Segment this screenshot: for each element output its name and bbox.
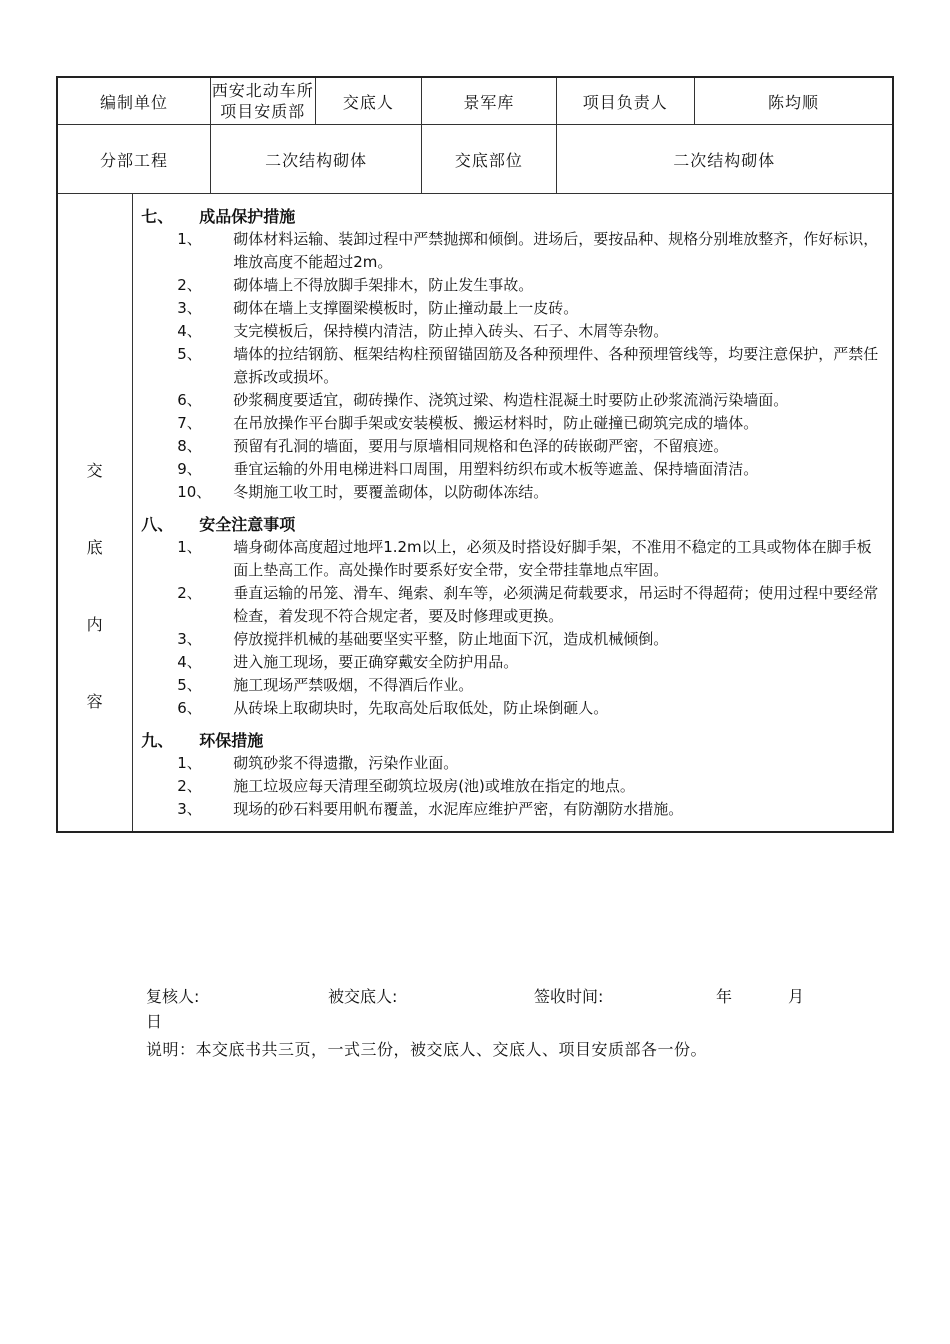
unit-value-line1: 西安北动车所: [211, 81, 314, 100]
item-text: 砌体在墙上支撑圈梁模板时，防止撞动最上一皮砖。: [233, 299, 579, 317]
item-text: 现场的砂石料要用帆布覆盖，水泥库应维护严密，有防潮防水措施。: [233, 800, 684, 818]
item-number: 4、: [177, 653, 202, 671]
item-text: 进入施工现场，要正确穿戴安全防护用品。: [233, 653, 519, 671]
item-number: 6、: [177, 699, 202, 717]
item-number: 5、: [177, 345, 202, 363]
list-item: [141, 674, 886, 697]
item-number: 2、: [177, 584, 202, 602]
item-number: 3、: [177, 630, 202, 648]
location-label: 交底部位: [422, 125, 556, 194]
section-title: [141, 514, 886, 536]
footer-note: 说明：本交底书共三页，一式三份，被交底人、交底人、项目安质部各一份。: [146, 1040, 708, 1059]
item-number: 1、: [177, 538, 202, 556]
list-item: [141, 274, 886, 297]
list-item: [141, 228, 886, 274]
content-row: [57, 194, 893, 833]
item-text: 停放搅拌机械的基础要坚实平整，防止地面下沉，造成机械倾倒。: [233, 630, 669, 648]
subproject-value: 二次结构砌体: [211, 125, 422, 194]
item-text: 施工垃圾应每天清理至砌筑垃圾房(池)或堆放在指定的地点。: [233, 777, 635, 795]
side-char: 容: [86, 692, 104, 711]
item-number: 1、: [177, 230, 202, 248]
list-item: [141, 775, 886, 798]
sign-time-label: 签收时间:: [534, 987, 604, 1006]
unit-value-line2: 项目安质部: [220, 102, 306, 121]
list-item: [141, 297, 886, 320]
item-text: 垂宜运输的外用电梯进料口周围，用塑料纺织布或木板等遮盖、保持墙面清洁。: [233, 460, 759, 478]
item-number: 6、: [177, 391, 202, 409]
section-number: 九、: [141, 731, 174, 750]
item-text: 支完模板后，保持模内清洁，防止掉入砖头、石子、木屑等杂物。: [233, 322, 669, 340]
day-label: 日: [146, 1012, 163, 1031]
manager-label: 项目负责人: [556, 77, 695, 125]
content-body: [133, 194, 893, 833]
item-number: 8、: [177, 437, 202, 455]
list-item: [141, 481, 886, 504]
year-label: 年: [716, 987, 733, 1006]
item-number: 1、: [177, 754, 202, 772]
list-item: [141, 458, 886, 481]
item-text: 砌体材料运输、装卸过程中严禁抛掷和倾倒。进场后，要按品种、规格分别堆放整齐，作好标识，堆放高度不能超过2m。: [233, 230, 879, 271]
list-item: [141, 536, 886, 582]
disclosure-table: [56, 76, 894, 833]
list-item: [141, 412, 886, 435]
section-title: [141, 730, 886, 752]
list-item: [141, 752, 886, 775]
item-number: 10、: [177, 483, 212, 501]
section-block: [141, 206, 886, 504]
reviewer-label: 复核人:: [146, 987, 200, 1006]
subproject-label: 分部工程: [57, 125, 211, 194]
section-number: 七、: [141, 207, 174, 226]
item-text: 墙身砌体高度超过地坪1.2m以上，必须及时搭设好脚手架，不准用不稳定的工具或物体在脚手板面上垫高工作。高处操作时要系好安全带，安全带挂靠地点牢固。: [233, 538, 872, 579]
section-title-text: 安全注意事项: [199, 515, 296, 534]
month-label: 月: [788, 987, 805, 1006]
list-item: [141, 582, 886, 628]
item-number: 5、: [177, 676, 202, 694]
presenter-label: 交底人: [315, 77, 422, 125]
list-item: [141, 697, 886, 720]
header-row-2: [57, 125, 893, 194]
item-number: 2、: [177, 276, 202, 294]
section-block: [141, 730, 886, 821]
item-number: 2、: [177, 777, 202, 795]
item-text: 从砖垛上取砌块时，先取高处后取低处，防止垛倒砸人。: [233, 699, 609, 717]
section-block: [141, 514, 886, 720]
unit-label: 编制单位: [57, 77, 211, 125]
location-value: 二次结构砌体: [556, 125, 893, 194]
item-text: 冬期施工收工时，要覆盖砌体，以防砌体冻结。: [233, 483, 549, 501]
item-number: 4、: [177, 322, 202, 340]
item-text: 砌筑砂浆不得遗撒，污染作业面。: [233, 754, 459, 772]
list-item: [141, 435, 886, 458]
manager-value: 陈均顺: [695, 77, 893, 125]
list-item: [141, 628, 886, 651]
item-text: 墙体的拉结钢筋、框架结构柱预留锚固筋及各种预埋件、各种预埋管线等，均要注意保护，严禁任意拆改或损坏。: [233, 345, 879, 386]
side-char: 内: [86, 615, 104, 634]
item-text: 施工现场严禁吸烟，不得酒后作业。: [233, 676, 474, 694]
side-char: 交: [86, 461, 104, 480]
item-number: 3、: [177, 299, 202, 317]
unit-value: [211, 77, 315, 125]
side-char: 底: [86, 538, 104, 557]
item-number: 3、: [177, 800, 202, 818]
list-item: [141, 320, 886, 343]
item-number: 9、: [177, 460, 202, 478]
list-item: [141, 389, 886, 412]
list-item: [141, 798, 886, 821]
presenter-value: 景军库: [422, 77, 556, 125]
section-number: 八、: [141, 515, 174, 534]
list-item: [141, 651, 886, 674]
section-title: [141, 206, 886, 228]
item-number: 7、: [177, 414, 202, 432]
section-title-text: 成品保护措施: [199, 207, 296, 226]
section-title-text: 环保措施: [199, 731, 264, 750]
recipient-label: 被交底人:: [328, 987, 398, 1006]
sections-container: [141, 206, 886, 821]
item-text: 垂直运输的吊笼、滑车、绳索、刹车等，必须满足荷载要求，吊运时不得超荷；使用过程中要经常检查，着发现不符合规定者，要及时修理或更换。: [233, 584, 879, 625]
item-text: 在吊放操作平台脚手架或安装模板、搬运材料时，防止碰撞已砌筑完成的墙体。: [233, 414, 759, 432]
item-text: 砂浆稠度要适宜，砌砖操作、浇筑过梁、构造柱混凝土时要防止砂浆流淌污染墙面。: [233, 391, 789, 409]
header-row-1: [57, 77, 893, 125]
item-text: 砌体墙上不得放脚手架排木，防止发生事故。: [233, 276, 534, 294]
list-item: [141, 343, 886, 389]
item-text: 预留有孔洞的墙面，要用与原墙相同规格和色泽的砖嵌砌严密，不留痕迹。: [233, 437, 729, 455]
content-side-label: [57, 194, 133, 833]
